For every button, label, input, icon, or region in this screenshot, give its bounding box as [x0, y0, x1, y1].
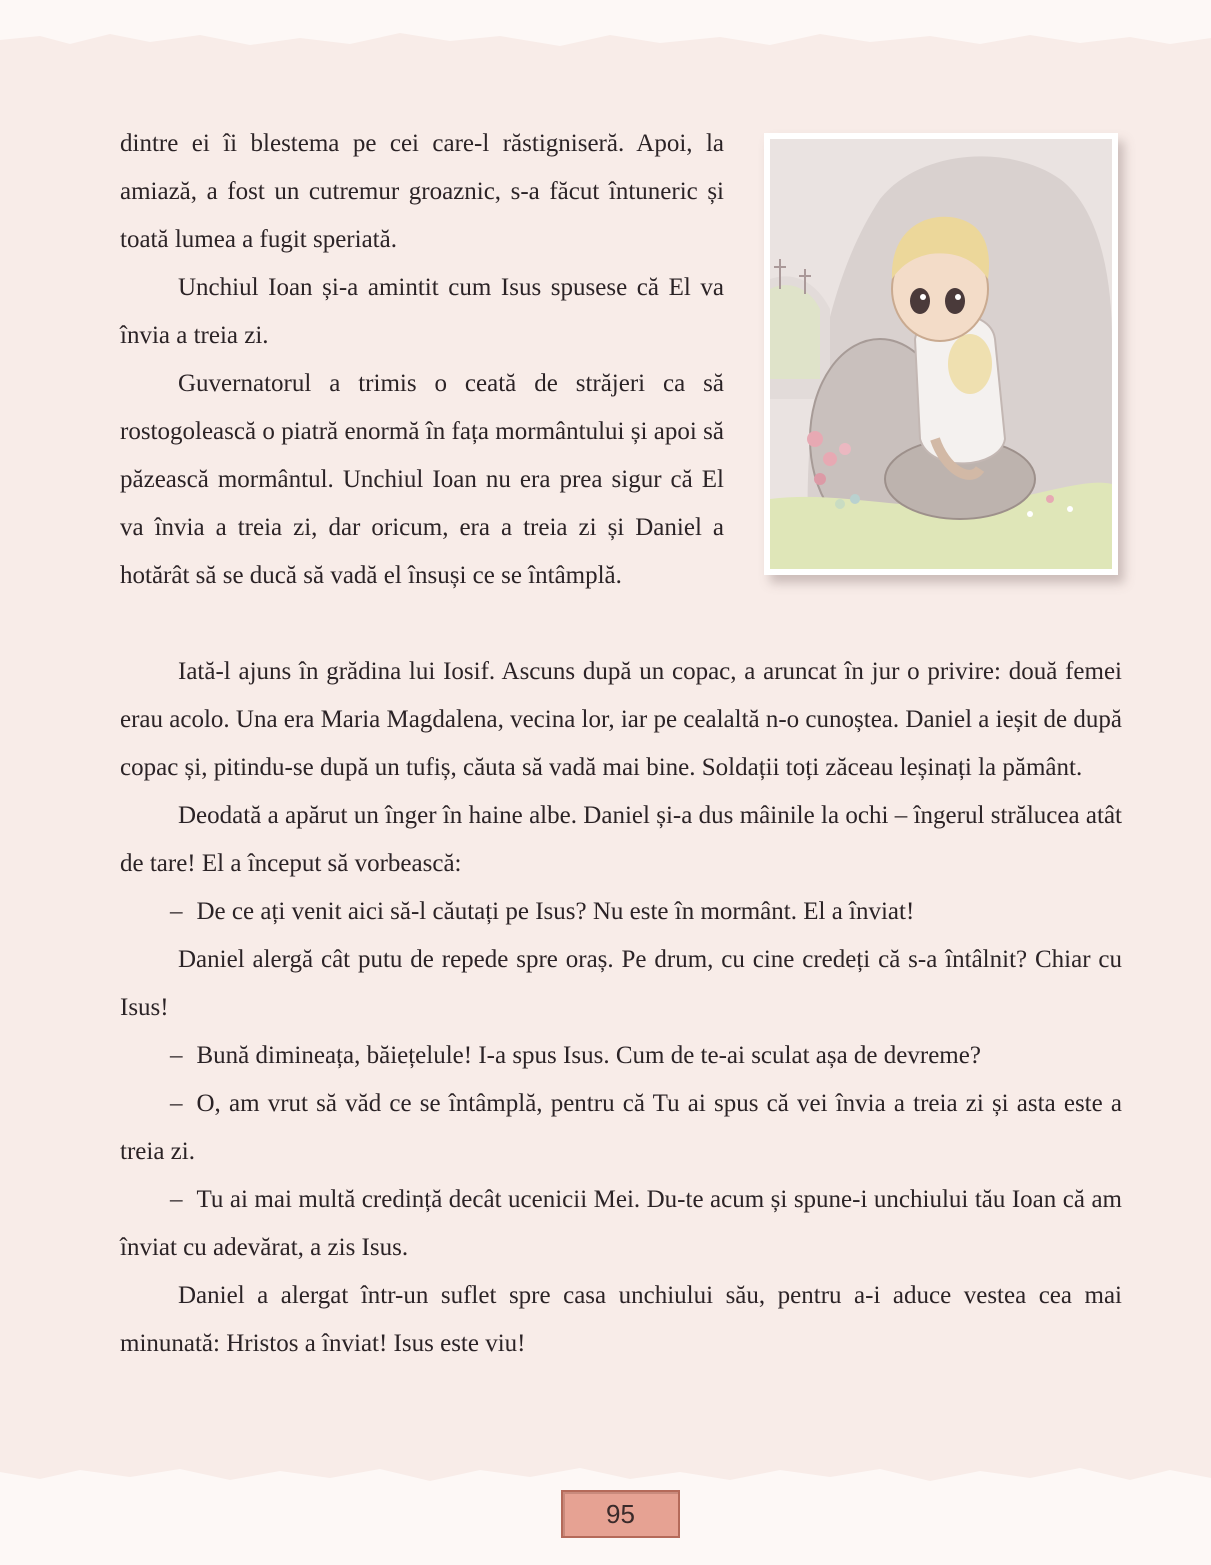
page-number: 95: [606, 1498, 635, 1529]
dialog-dash: –: [170, 1090, 183, 1117]
story-paragraph: Guvernatorul a trimis o ceată de străjeri ca să rostogolească o piatră enormă în fața mormântului și apoi să păzească mormântul. Unchiul Ioan nu era prea sigur că El va învia a treia zi, dar oricum, era a treia zi și Daniel a hotărât să se ducă să vadă el însuși ce se întâmplă.: [120, 370, 724, 589]
dialog-dash: –: [170, 1042, 183, 1069]
story-paragraph: Unchiul Ioan și-a amintit cum Isus spusese că El va învia a treia zi.: [120, 274, 724, 349]
page-number-badge: [561, 1490, 680, 1538]
dialog-text: O, am vrut să văd ce se întâmplă, pentru că Tu ai spus că vei învia a treia zi și asta este a treia zi.: [120, 1090, 1122, 1165]
dialog-text: Bună dimineața, băiețelule! I-a spus Isus. Cum de te-ai sculat așa de devreme?: [196, 1042, 981, 1069]
story-paragraph: dintre ei îi blestema pe cei care-l răstigniseră. Apoi, la amiază, a fost un cutremur groaznic, s-a făcut întuneric și toată lumea a fugit speriată.: [120, 130, 724, 253]
dialog-text: Tu ai mai multă credință decât ucenicii Mei. Du-te acum și spune-i unchiului tău Ioan că am înviat cu adevărat, a zis Isus.: [120, 1186, 1122, 1261]
story-paragraph: Iată-l ajuns în grădina lui Iosif. Ascuns după un copac, a aruncat în jur o privire: două femei erau acolo. Una era Maria Magdalena, vecina lor, iar pe cealaltă n-o cunoștea. Daniel a ieșit de după copac și, pitindu-se după un tufiș, căuta să vadă mai bine. Soldații toți zăceau leșinați la pământ.: [120, 658, 1122, 781]
dialog-text: De ce ați venit aici să-l căutați pe Isus? Nu este în mormânt. El a înviat!: [196, 898, 915, 925]
dialog-line: [120, 1032, 1122, 1080]
story-paragraph: Daniel alergă cât putu de repede spre oraș. Pe drum, cu cine credeți că s-a întâlnit? Chiar cu Isus!: [120, 946, 1122, 1021]
child-on-rock-illustration: [770, 139, 1112, 569]
dialog-line: [120, 1080, 1122, 1176]
dialog-dash: –: [170, 898, 183, 925]
story-text-full: [120, 648, 1122, 1368]
dialog-line: [120, 888, 1122, 936]
story-paragraph: Daniel a alergat într-un suflet spre casa unchiului său, pentru a-i aduce vestea cea mai minunată: Hristos a înviat! Isus este viu!: [120, 1282, 1122, 1357]
story-illustration: [764, 133, 1118, 575]
dialog-dash: –: [170, 1186, 183, 1213]
dialog-line: [120, 1176, 1122, 1272]
story-text-top: [120, 120, 724, 600]
story-paragraph: Deodată a apărut un înger în haine albe. Daniel și-a dus mâinile la ochi – îngerul strălucea atât de tare! El a început să vorbească:: [120, 802, 1122, 877]
